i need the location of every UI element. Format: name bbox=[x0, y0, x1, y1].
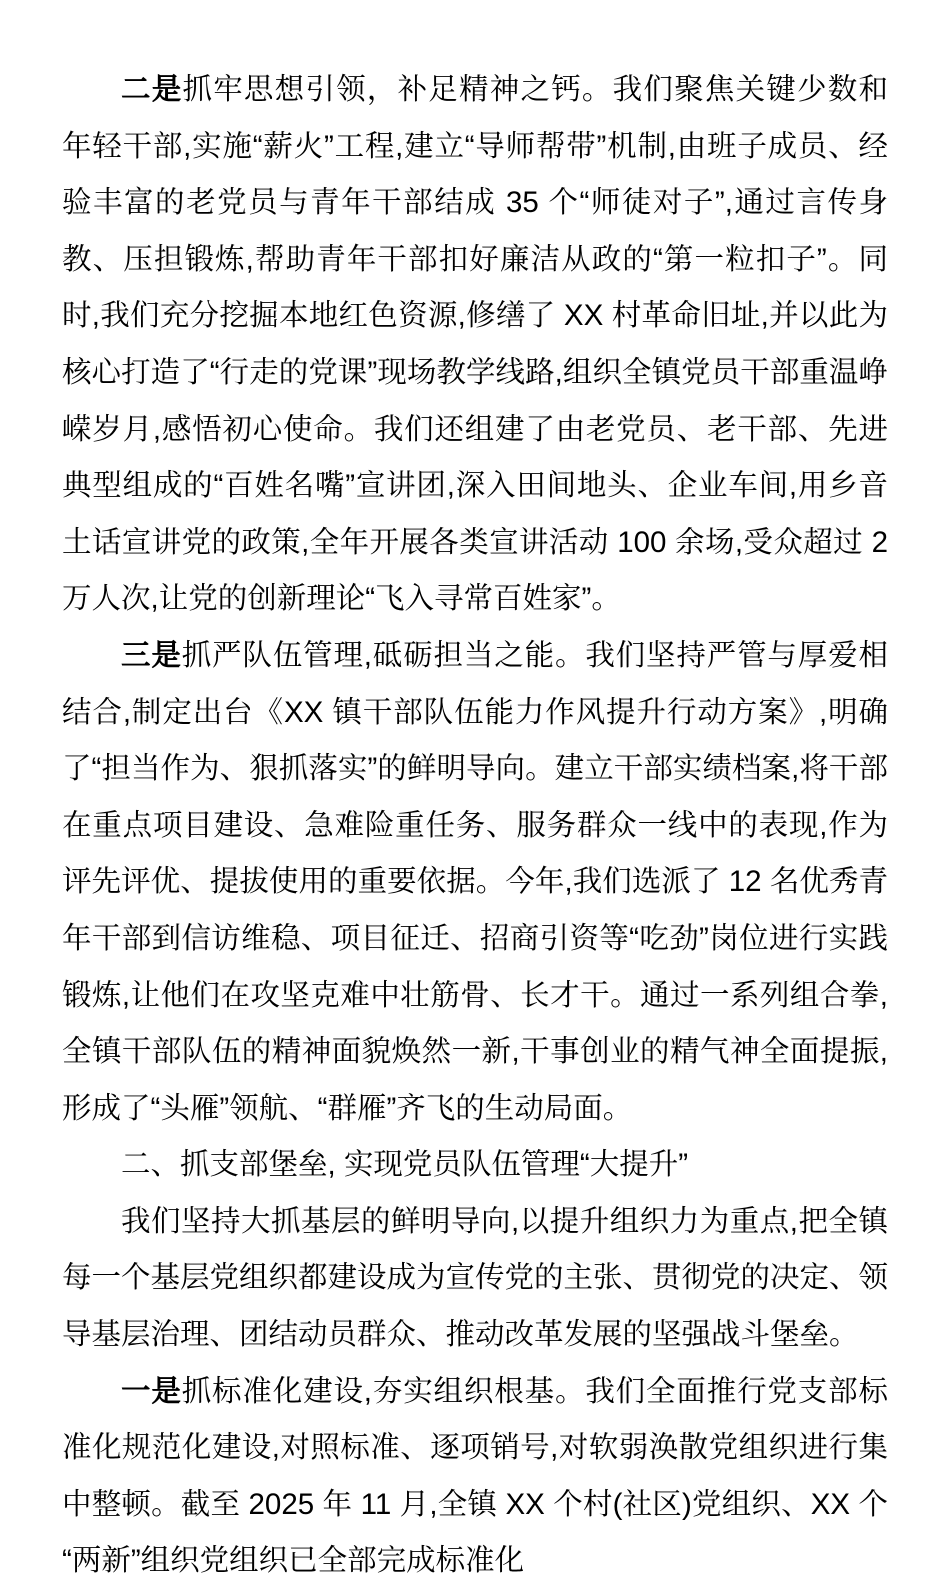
paragraph-lead-san-shi: 三是 bbox=[121, 638, 182, 672]
paragraph-section-two-intro bbox=[62, 1194, 888, 1364]
paragraph-text-section-two-intro: 我们坚持大抓基层的鲜明导向,以提升组织力为重点,把全镇每一个基层党组织都建设成为宣传党的主张、贯彻党的决定、领导基层治理、团结动员群众、推动改革发展的坚强战斗堡垒。 bbox=[62, 1204, 889, 1352]
paragraph-san-shi bbox=[62, 628, 888, 1137]
paragraph-lead-yi-shi: 一是 bbox=[121, 1374, 182, 1408]
paragraph-text-yi-shi: 抓标准化建设,夯实组织根基。我们全面推行党支部标准化规范化建设,对照标准、逐项销号,对软弱涣散党组织进行集中整顿。截至 2025 年 11 月,全镇 XX 个村(社区)党组织、XX 个“两新”组织党组织已全部完成标准化 bbox=[62, 1374, 888, 1578]
paragraph-er-shi bbox=[62, 62, 888, 628]
paragraph-text-san-shi: 抓严队伍管理,砥砺担当之能。我们坚持严管与厚爱相结合,制定出台《XX 镇干部队伍能力作风提升行动方案》,明确了“担当作为、狠抓落实”的鲜明导向。建立干部实绩档案,将干部在重点项目建设、急难险重任务、服务群众一线中的表现,作为评先评优、提拔使用的重要依据。今年,我们选派了 12 名优秀青年干部到信访维稳、项目征迁、招商引资等“吃劲”岗位进行实践锻炼,让他们在攻坚克难中壮筋骨、长才干。通过一系列组合拳,全镇干部队伍的精神面貌焕然一新,干事创业的精气神全面提振,形成了“头雁”领航、“群雁”齐飞的生动局面。 bbox=[62, 638, 888, 1125]
paragraph-text-er-shi: 抓牢思想引领，补足精神之钙。我们聚焦关键少数和年轻干部,实施“薪火”工程,建立“导师帮带”机制,由班子成员、经验丰富的老党员与青年干部结成 35 个“师徒对子”,通过言传身教、压担锻炼,帮助青年干部扣好廉洁从政的“第一粒扣子”。同时,我们充分挖掘本地红色资源,修缮了 XX 村革命旧址,并以此为核心打造了“行走的党课”现场教学线路,组织全镇党员干部重温峥嵘岁月,感悟初心使命。我们还组建了由老党员、老干部、先进典型组成的“百姓名嘴”宣讲团,深入田间地头、企业车间,用乡音土话宣讲党的政策,全年开展各类宣讲活动 100 余场,受众超过 2 万人次,让党的创新理论“飞入寻常百姓家”。 bbox=[62, 73, 888, 616]
paragraph-lead-er-shi: 二是 bbox=[121, 73, 183, 106]
document-body bbox=[62, 62, 888, 1590]
paragraph-yi-shi bbox=[62, 1364, 888, 1590]
section-heading-two: 二、抓支部堡垒, 实现党员队伍管理“大提升” bbox=[121, 1148, 689, 1182]
